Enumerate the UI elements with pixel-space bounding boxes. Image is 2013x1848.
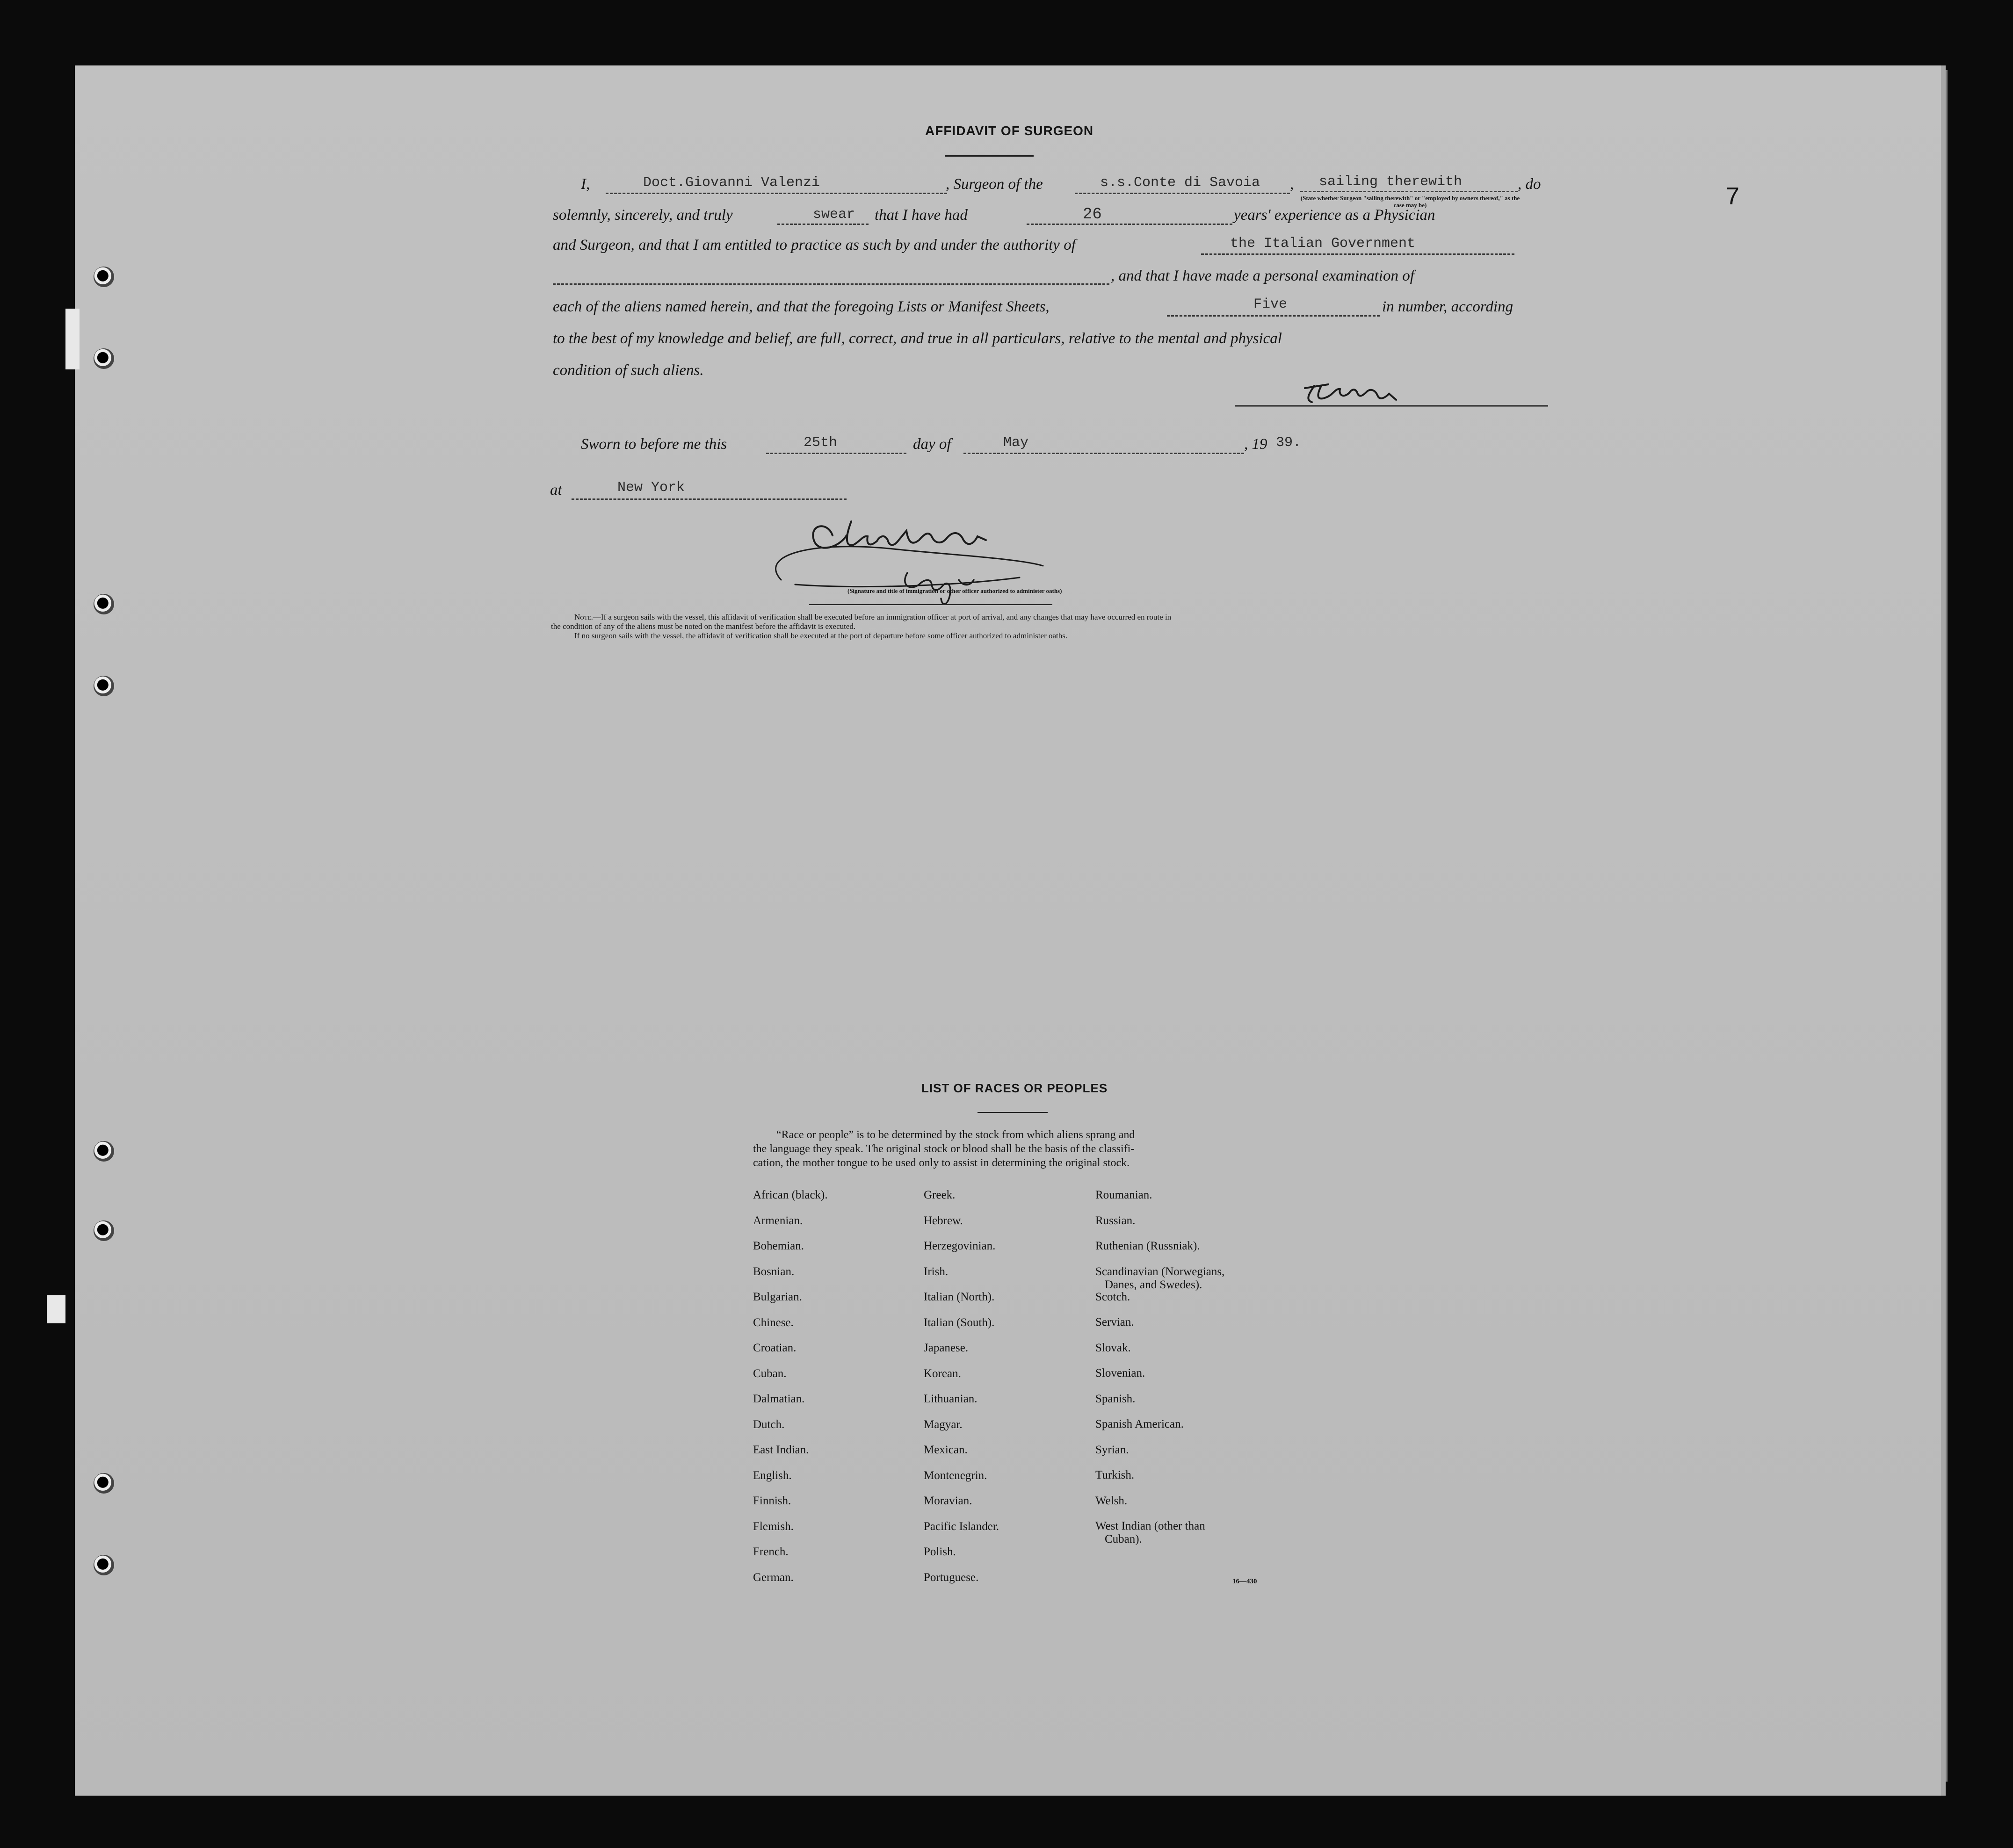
race-item: Slovenian.: [1095, 1367, 1145, 1379]
place-pre: at: [550, 482, 562, 498]
race-item: Spanish American.: [1095, 1418, 1184, 1430]
torn-paper-tab: [47, 1295, 65, 1323]
affidavit-title: AFFIDAVIT OF SURGEON: [925, 123, 1094, 138]
binder-hole: [94, 1220, 114, 1241]
surgeon-name: Doct.Giovanni Valenzi: [643, 175, 820, 191]
blank-line: [1027, 224, 1232, 225]
race-item: Montenegrin.: [924, 1469, 987, 1482]
race-item: Croatian.: [753, 1342, 797, 1354]
affidavit-line2-post: years' experience as a Physician: [1234, 207, 1435, 224]
blank-line: [1300, 191, 1518, 192]
years-experience: 26: [1083, 206, 1102, 224]
affidavit-line2-mid: that I have had: [875, 207, 968, 224]
binder-hole: [94, 594, 114, 614]
race-item: Magyar.: [924, 1418, 963, 1431]
race-item: Bosnian.: [753, 1265, 795, 1278]
affidavit-line3-pre: and Surgeon, and that I am entitled to practice as such by and under the authority of: [553, 237, 1076, 253]
authority: the Italian Government: [1230, 236, 1416, 252]
binder-hole: [94, 676, 114, 696]
sworn-day: 25th: [804, 435, 838, 451]
comma: ,: [1290, 176, 1294, 193]
race-item: Dutch.: [753, 1418, 785, 1431]
sworn-month: May: [1003, 435, 1029, 451]
race-item: German.: [753, 1571, 794, 1584]
races-column-1: [753, 1189, 828, 1596]
race-item: Portuguese.: [924, 1571, 979, 1584]
blank-line: [553, 283, 1109, 285]
race-item: French.: [753, 1545, 789, 1558]
surgeon-status: sailing therewith: [1319, 174, 1463, 190]
race-item: Russian.: [1095, 1214, 1136, 1227]
race-item: West Indian (other than Cuban).: [1095, 1520, 1224, 1546]
blank-line: [1167, 315, 1380, 317]
race-item: Herzegovinian.: [924, 1240, 996, 1252]
race-item: Finnish.: [753, 1494, 791, 1507]
sworn-pre: Sworn to before me this: [581, 436, 727, 453]
binder-hole: [94, 1473, 114, 1494]
page-number: 7: [1726, 183, 1739, 210]
sworn-year: 39.: [1276, 435, 1302, 451]
race-item: Welsh.: [1095, 1494, 1128, 1507]
races-intro-line: cation, the mother tongue to be used only to assist in determining the original stock.: [753, 1157, 1130, 1169]
race-item: English.: [753, 1469, 792, 1482]
races-column-2: [924, 1189, 999, 1596]
binder-hole: [94, 1555, 114, 1575]
affidavit-line2-pre: solemnly, sincerely, and truly: [553, 207, 733, 224]
affidavit-line1-pre: I,: [581, 176, 590, 193]
oath-word: swear: [813, 207, 855, 223]
document-page: [75, 65, 1946, 1796]
binder-hole: [94, 267, 114, 287]
surgeon-signature: [1235, 374, 1548, 411]
race-item: African (black).: [753, 1189, 828, 1201]
race-item: Pacific Islander.: [924, 1520, 999, 1533]
note-block: [551, 613, 1171, 641]
race-item: Dalmatian.: [753, 1393, 805, 1405]
race-item-continuation: Cuban).: [1105, 1533, 1142, 1545]
binder-hole: [94, 1141, 114, 1162]
race-item: Irish.: [924, 1265, 949, 1278]
place-value: New York: [617, 480, 685, 496]
race-item: Bohemian.: [753, 1240, 804, 1252]
race-item: Japanese.: [924, 1342, 969, 1354]
race-item: Spanish.: [1095, 1392, 1136, 1405]
sheet-count: Five: [1253, 296, 1288, 312]
race-item: Italian (South).: [924, 1316, 995, 1329]
blank-line: [606, 193, 947, 194]
race-item: Scotch.: [1095, 1290, 1130, 1303]
ship-name: s.s.Conte di Savoia: [1100, 175, 1260, 191]
races-intro-line: the language they speak. The original stock or blood shall be the basis of the classifi-: [753, 1143, 1135, 1155]
race-item: Hebrew.: [924, 1214, 963, 1227]
race-item: Servian.: [1095, 1316, 1134, 1328]
blank-line: [766, 453, 906, 454]
affidavit-line7: condition of such aliens.: [553, 362, 704, 379]
race-item: Roumanian.: [1095, 1189, 1152, 1201]
binder-hole: [94, 348, 114, 369]
race-item: Bulgarian.: [753, 1291, 802, 1303]
race-item: Mexican.: [924, 1444, 968, 1456]
form-number: 16—430: [1232, 1578, 1257, 1585]
affidavit-line5-pre: each of the aliens named herein, and that the foregoing Lists or Manifest Sheets,: [553, 298, 1050, 315]
title-underline: [945, 155, 1034, 157]
race-item-continuation: Danes, and Swedes).: [1105, 1278, 1202, 1291]
races-intro-line: “Race or people” is to be determined by the stock from which aliens sprang and: [776, 1129, 1135, 1141]
race-item: Chinese.: [753, 1316, 794, 1329]
affidavit-line1-mid: , Surgeon of the: [946, 176, 1043, 193]
blank-line: [1075, 193, 1290, 194]
torn-paper-tab: [65, 309, 80, 369]
officer-signature: [758, 503, 1094, 613]
note-label: Note.: [574, 613, 593, 621]
races-column-3: [1095, 1189, 1224, 1545]
races-title-underline: [978, 1112, 1048, 1113]
races-title: LIST OF RACES OR PEOPLES: [921, 1081, 1108, 1095]
race-item: Polish.: [924, 1545, 956, 1558]
race-item: Slovak.: [1095, 1341, 1131, 1354]
affidavit-line6: to the best of my knowledge and belief, are full, correct, and true in all particulars, relative to the mental and physical: [553, 330, 1282, 347]
note-line3: If no surgeon sails with the vessel, the affidavit of verification shall be executed at the port of departure before some officer authorized to administer oaths.: [574, 631, 1068, 640]
blank-line: [572, 498, 847, 500]
race-item: Cuban.: [753, 1367, 787, 1380]
race-item: Moravian.: [924, 1494, 972, 1507]
affidavit-line1-post: , do: [1518, 176, 1541, 193]
race-item: Korean.: [924, 1367, 961, 1380]
blank-line: [777, 224, 869, 225]
affidavit-line5-post: in number, according: [1382, 298, 1513, 315]
blank-line: [1201, 253, 1514, 255]
sworn-year-prefix: , 19: [1244, 436, 1267, 453]
officer-caption: (Signature and title of immigration or other officer authorized to administer oaths): [847, 587, 1062, 594]
blank-line: [963, 453, 1244, 454]
race-item: Turkish.: [1095, 1469, 1135, 1481]
sworn-mid: day of: [913, 436, 951, 453]
race-item: Syrian.: [1095, 1443, 1129, 1456]
race-item: Flemish.: [753, 1520, 794, 1533]
status-note: (State whether Surgeon "sailing therewith" or "employed by owners thereof," as the case may be): [1300, 195, 1520, 209]
affidavit-line4: , and that I have made a personal examination of: [1111, 267, 1414, 284]
race-item: Lithuanian.: [924, 1393, 978, 1405]
race-item: Armenian.: [753, 1214, 803, 1227]
note-line1: —If a surgeon sails with the vessel, this affidavit of verification shall be executed before an immigration officer at port of arrival, and any changes that may have occurred en route in: [593, 613, 1172, 621]
race-item: Italian (North).: [924, 1291, 995, 1303]
race-item: Ruthenian (Russniak).: [1095, 1240, 1200, 1252]
race-item: Greek.: [924, 1189, 956, 1201]
races-intro: [753, 1128, 1135, 1170]
note-line2: the condition of any of the aliens must be noted on the manifest before the affidavit is executed.: [551, 622, 856, 631]
race-item: East Indian.: [753, 1444, 809, 1456]
race-item: Scandinavian (Norwegians, Danes, and Swedes).: [1095, 1265, 1225, 1291]
